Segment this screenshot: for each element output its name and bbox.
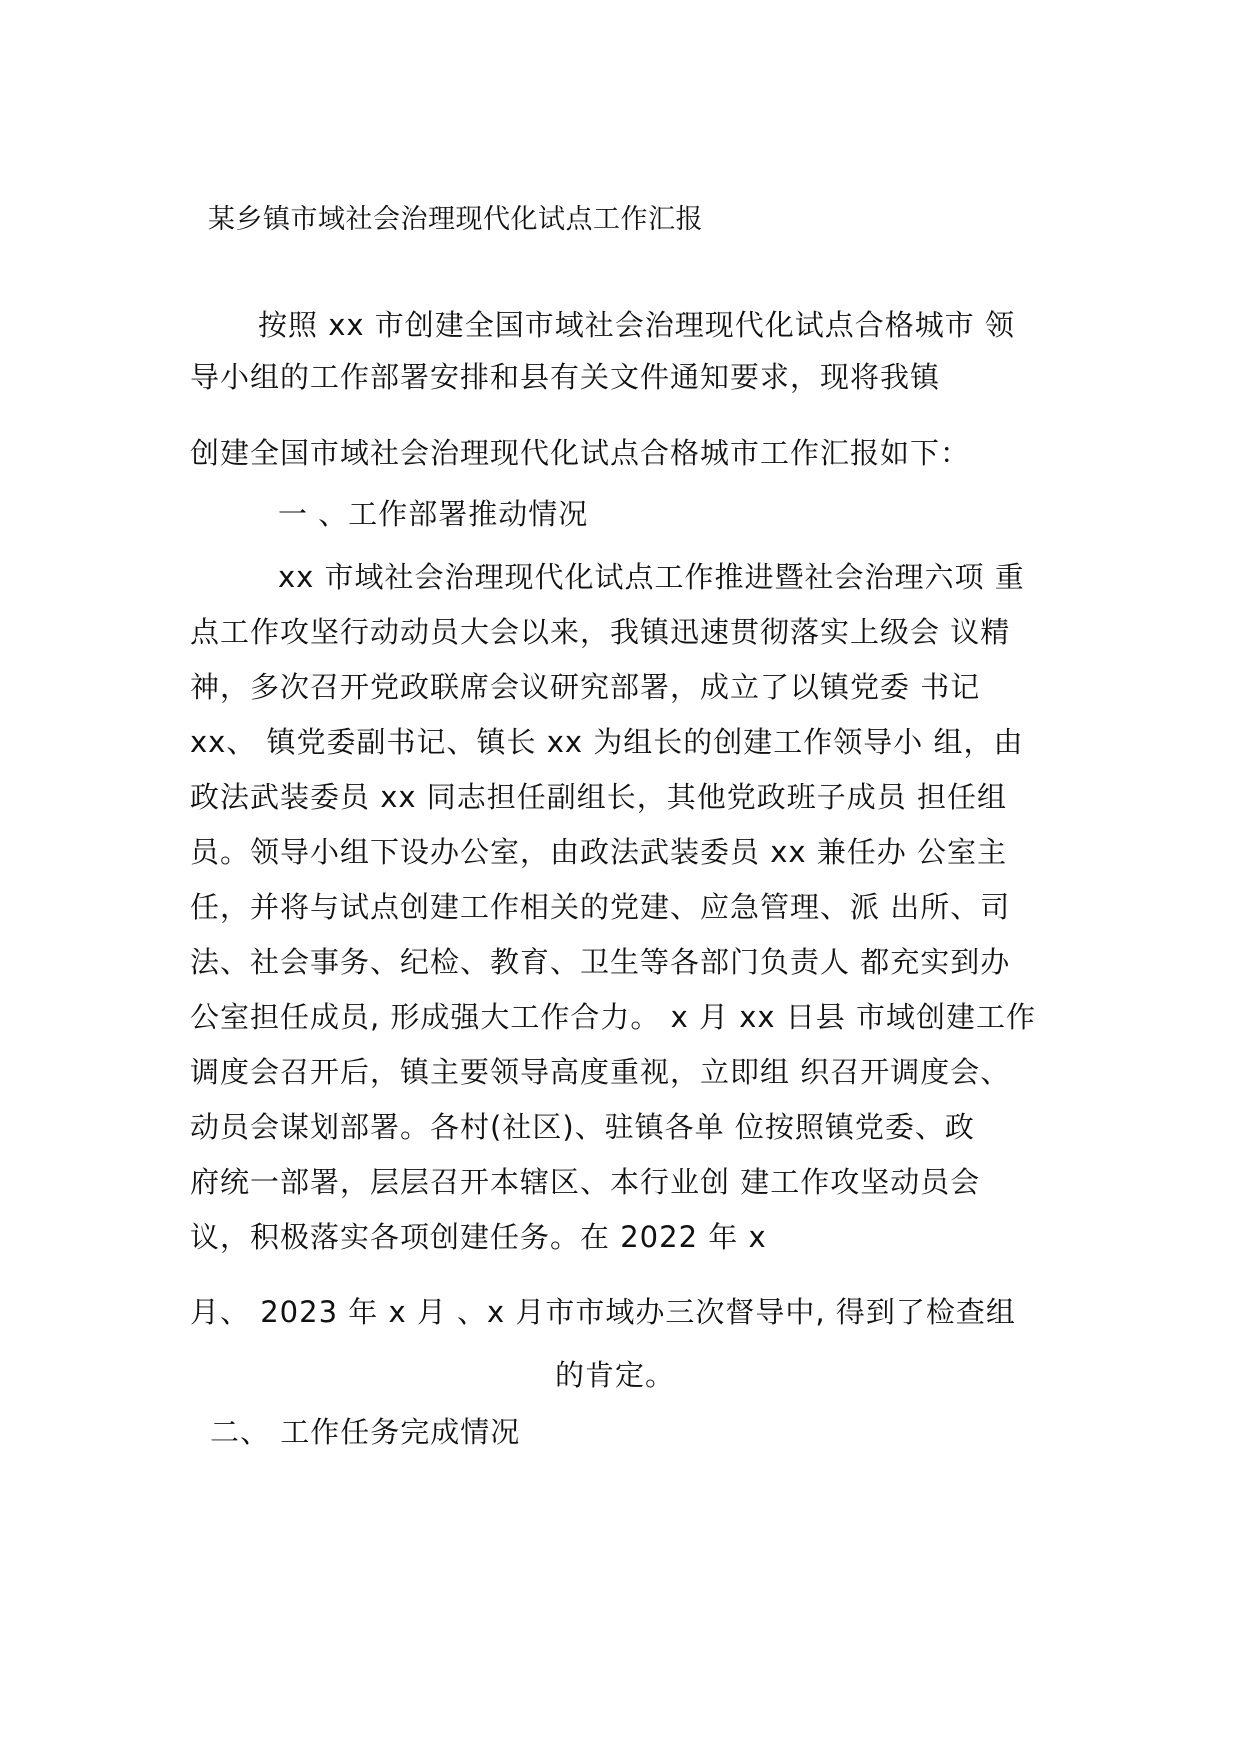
body-line: xx、 镇党委副书记、镇长 xx 为组长的创建工作领导小 组，由 (190, 725, 1024, 759)
intro-line: 导小组的工作部署安排和县有关文件通知要求，现将我镇 (190, 360, 941, 394)
body-line: 府统一部署，层层召开本辖区、本行业创 建工作攻坚动员会 (190, 1165, 981, 1199)
intro-line: 创建全国市域社会治理现代化试点合格城市工作汇报如下： (190, 436, 971, 470)
document-title: 某乡镇市域社会治理现代化试点工作汇报 (208, 204, 703, 235)
body-line: 公室担任成员, 形成强大工作合力。 x 月 xx 日县 市域创建工作 (190, 1000, 1037, 1034)
body-line: 政法武装委员 xx 同志担任副组长，其他党政班子成员 担任组 (190, 780, 1007, 814)
body-line: 调度会召开后，镇主要领导高度重视，立即组 织召开调度会、 (190, 1055, 1011, 1089)
section-heading-2: 二、 工作任务完成情况 (210, 1415, 521, 1449)
body-line: xx 市域社会治理现代化试点工作推进暨社会治理六项 重 (278, 560, 1025, 594)
body-line-end: 的肯定。 (555, 1358, 676, 1392)
body-line: 任，并将与试点创建工作相关的党建、应急管理、派 出所、司 (190, 890, 1011, 924)
body-line: 动员会谋划部署。各村(社区)、驻镇各单 位按照镇党委、政 (190, 1110, 975, 1144)
body-line: 议，积极落实各项创建任务。在 2022 年 x (190, 1220, 767, 1254)
body-line: 神，多次召开党政联席会议研究部署，成立了以镇党委 书记 (190, 670, 981, 704)
body-line: 员。领导小组下设办公室，由政法武装委员 xx 兼任办 公室主 (190, 835, 1007, 869)
body-line: 点工作攻坚行动动员大会以来，我镇迅速贯彻落实上级会 议精 (190, 615, 1011, 649)
section-heading-1: 一 、工作部署推动情况 (278, 497, 589, 531)
body-line: 法、社会事务、纪检、教育、卫生等各部门负责人 都充实到办 (190, 945, 1011, 979)
intro-line: 按照 xx 市创建全国市域社会治理现代化试点合格城市 领 (258, 308, 1015, 342)
body-line: 月、 2023 年 x 月 、x 月市市域办三次督导中, 得到了检查组 (190, 1295, 1016, 1329)
